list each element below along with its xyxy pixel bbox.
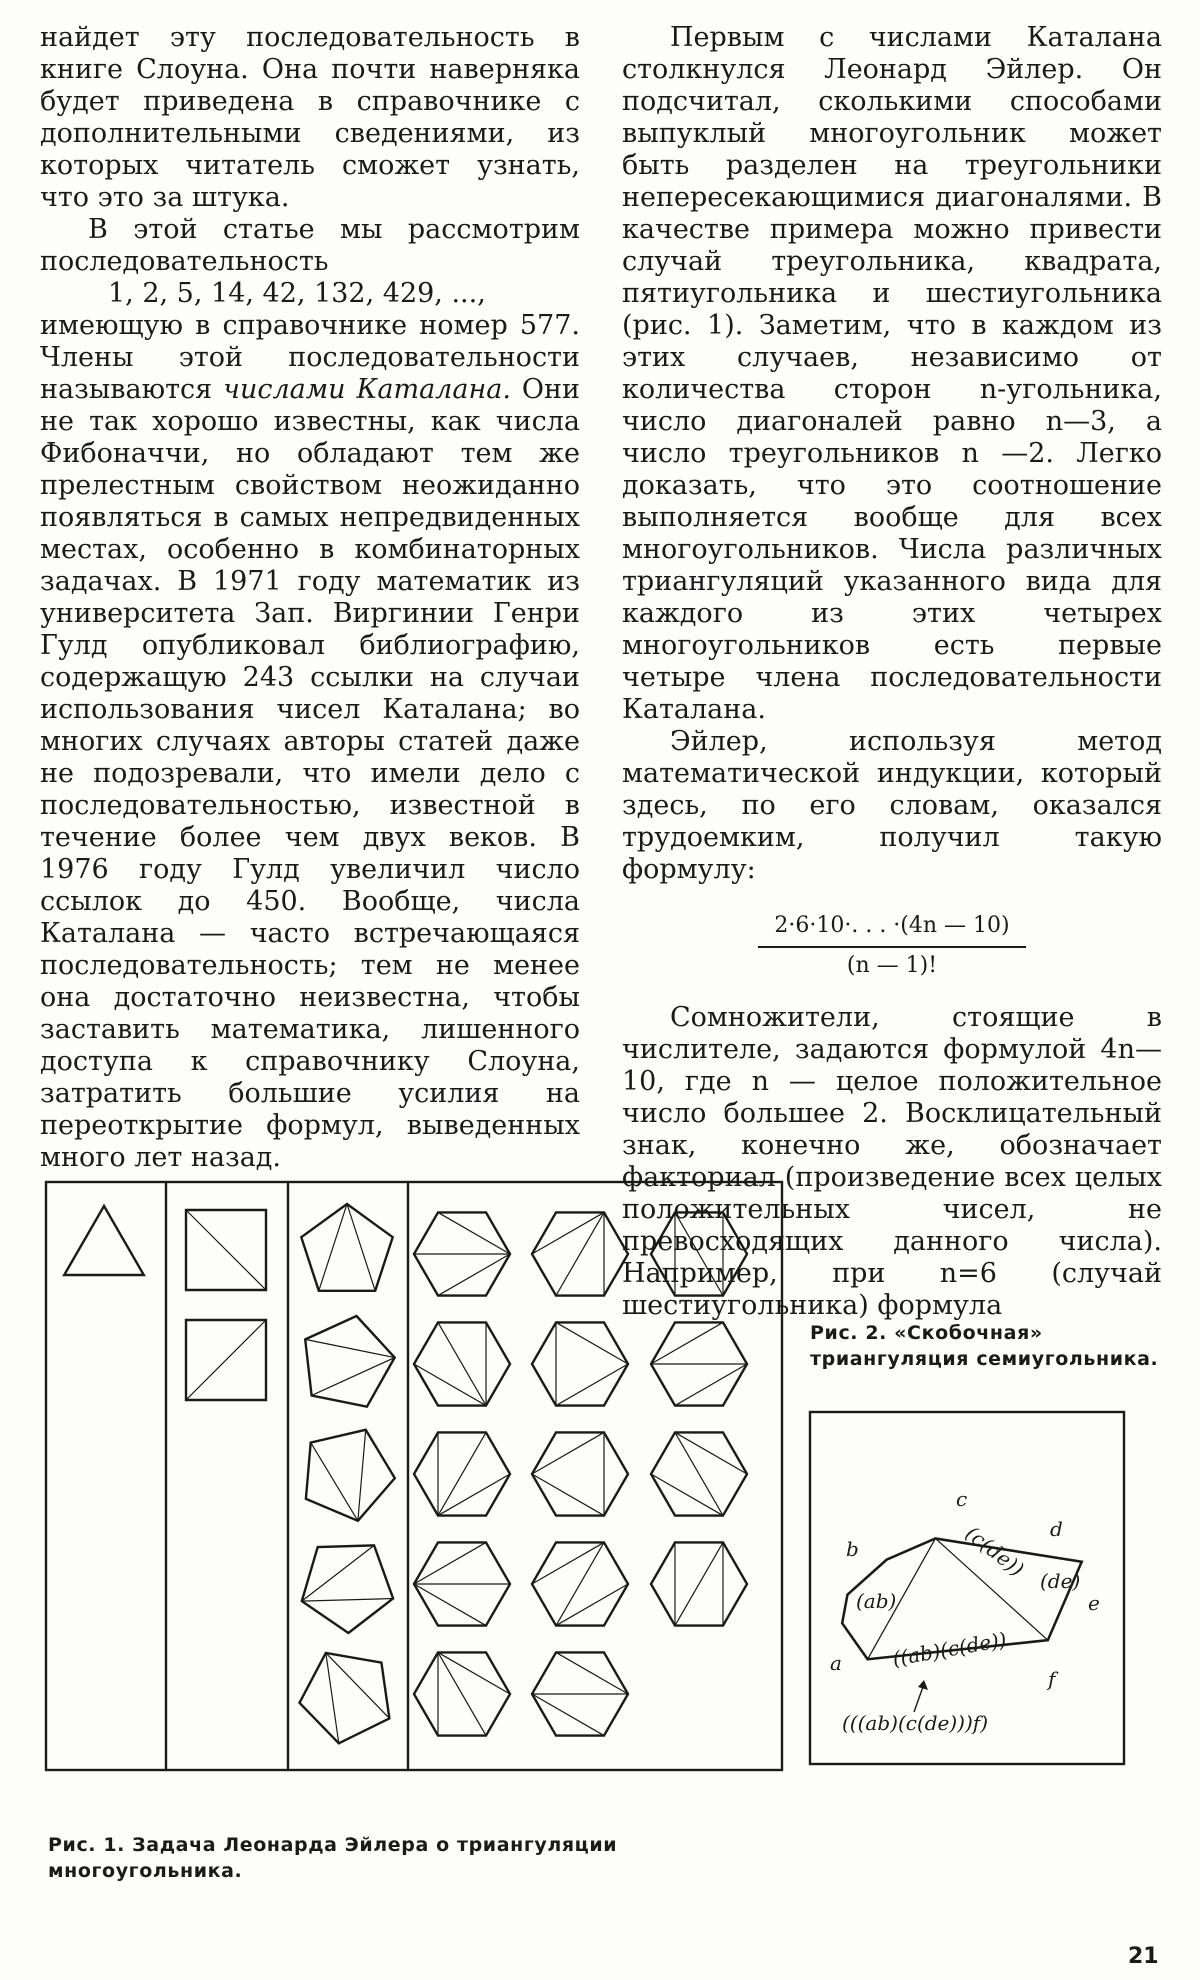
pentagon (305, 1316, 395, 1407)
label-f: f (1048, 1667, 1056, 1691)
hexagon (532, 1322, 628, 1405)
paragraph: найдет эту последовательность в книге Слоуна. Она почти наверняка будет приведена в справочнике с дополнительными сведениями, из которых читатель сможет узнать, что это за штука. (40, 22, 580, 213)
diagonal (311, 1443, 358, 1521)
diagonal (438, 1432, 486, 1515)
diagonal (302, 1545, 374, 1601)
polygon-outline (302, 1545, 393, 1633)
diagonal (358, 1430, 366, 1521)
text-span: имеющую в справочнике номер 577. Члены этой последовательности называются (40, 310, 580, 405)
diagonal (302, 1599, 393, 1602)
formula-denominator: (n — 1)! (846, 953, 938, 978)
paragraph: В этой статье мы рассмотрим последовательность (40, 214, 580, 277)
polygon-outline (300, 1653, 390, 1743)
hexagon (414, 1652, 510, 1735)
diagonal (319, 1204, 347, 1291)
paragraph: Сомножители, стоящие в числителе, задаются формулой 4n—10, где n — целое положительное число большее 2. Восклицательный знак, конечно же, обозначает факториал (произведение всех целых положительных чисел, не превосходящих данного числа). Например, при n=6 (случай шестиугольника) формула (622, 1002, 1162, 1321)
polygon-outline (532, 1432, 628, 1515)
hexagon (414, 1322, 510, 1405)
diagonal (326, 1653, 339, 1743)
diagonal (675, 1542, 723, 1625)
square (186, 1210, 266, 1290)
label-de: (de) (1040, 1569, 1081, 1593)
paragraph (40, 310, 580, 1174)
diagonal (675, 1432, 723, 1515)
diagonal (186, 1210, 266, 1290)
hexagon (651, 1322, 747, 1405)
polygon-outline (301, 1204, 392, 1291)
hexagon (651, 1542, 747, 1625)
hexagon (532, 1212, 628, 1295)
text-span: Они не так хорошо известны, как числа Фибоначчи, но обладают тем же прелестным свойством неожиданно появляться в самых непредвиденных местах, особенно в комбинаторных задачах. В 1971 году математик из университета Зап. Виргинии Генри Гулд опубликовал библиографию, содержащую 243 ссылки на случаи использования чисел Каталана; во многих случаях авторы статей даже не подозревали, что имели дело с последовательностью, известной в течение более чем двух веков. В 1976 году Гулд увеличил число ссылок до 450. Вообще, числа Каталана — часто встречающаяся последовательность; тем не менее она достаточно неизвестна, чтобы заставить математика, лишенного доступа к справочнику Слоуна, затратить большие усилия на переоткрытие формул, выведенных много лет назад. (40, 374, 580, 1173)
label-ab: (ab) (856, 1589, 897, 1613)
hexagon (414, 1542, 510, 1625)
formula-numerator: 2·6·10·. . . ·(4n — 10) (758, 910, 1025, 948)
hexagon (532, 1432, 628, 1515)
arrow-head (918, 1680, 928, 1690)
diagonal (438, 1322, 486, 1405)
diagonal (312, 1358, 395, 1396)
pentagon (302, 1545, 393, 1633)
hexagon (414, 1212, 510, 1295)
paragraph: Эйлер, используя метод математической индукции, который здесь, по его словам, оказался трудоемким, получил такую формулу: (622, 726, 1162, 885)
hexagon (532, 1652, 628, 1735)
polygon-outline (64, 1206, 144, 1275)
diagonal (556, 1542, 604, 1625)
label-c: c (956, 1487, 968, 1511)
figure1-triangulations (44, 1180, 784, 1772)
figure1-caption: Рис. 1. Задача Леонарда Эйлера о триангуляции многоугольника. (48, 1834, 618, 1882)
diagonal (556, 1212, 604, 1295)
pentagon (301, 1204, 392, 1291)
euler-formula (622, 910, 1162, 982)
figure2-heptagon (808, 1410, 1126, 1766)
pentagon (306, 1430, 395, 1521)
paragraph: Первым с числами Каталана столкнулся Леонард Эйлер. Он подсчитал, сколькими способами выпуклый многоугольник может быть разделен на треугольники непересекающимися диагоналями. В качестве примера можно привести случай треугольника, квадрата, пятиугольника и шестиугольника (рис. 1). Заметим, что в каждом из этих случаев, независимо от количества сторон n-угольника, число диагоналей равно n—3, а число треугольников n —2. Легко доказать, что это соотношение выполняется вообще для всех многоугольников. Числа различных триангуляций указанного вида для каждого из этих четырех многоугольников есть первые четыре члена последовательности Каталана. (622, 22, 1162, 725)
label-b: b (846, 1537, 859, 1561)
polygon-outline (532, 1322, 628, 1405)
diagonal (186, 1320, 266, 1400)
diagonal (438, 1652, 486, 1735)
page-number: 21 (1128, 1944, 1159, 1969)
label-d: d (1050, 1517, 1063, 1541)
polygon-outline (305, 1316, 395, 1407)
label-abcde: ((ab)(c(de)) (890, 1627, 1009, 1671)
label-e: e (1088, 1591, 1100, 1615)
hexagon (651, 1212, 747, 1295)
diagonal (347, 1204, 375, 1291)
pentagon (300, 1653, 390, 1743)
catalan-sequence: 1, 2, 5, 14, 42, 132, 429, ..., (108, 278, 486, 309)
diagonal (675, 1212, 723, 1295)
triangle (64, 1206, 144, 1275)
left-column (40, 22, 580, 1174)
hexagon (651, 1432, 747, 1515)
term-catalan-numbers: числами Каталана. (223, 374, 511, 405)
figure2-caption: Рис. 2. «Скобочная» триангуляция семиугольника. (810, 1322, 1159, 1370)
right-column (622, 22, 1162, 1322)
label-cde: (c(de)) (960, 1521, 1029, 1582)
label-a: a (830, 1651, 842, 1675)
label-full: (((ab)(c(de)))f) (842, 1711, 988, 1735)
hexagon (532, 1542, 628, 1625)
square (186, 1320, 266, 1400)
hexagon (414, 1432, 510, 1515)
